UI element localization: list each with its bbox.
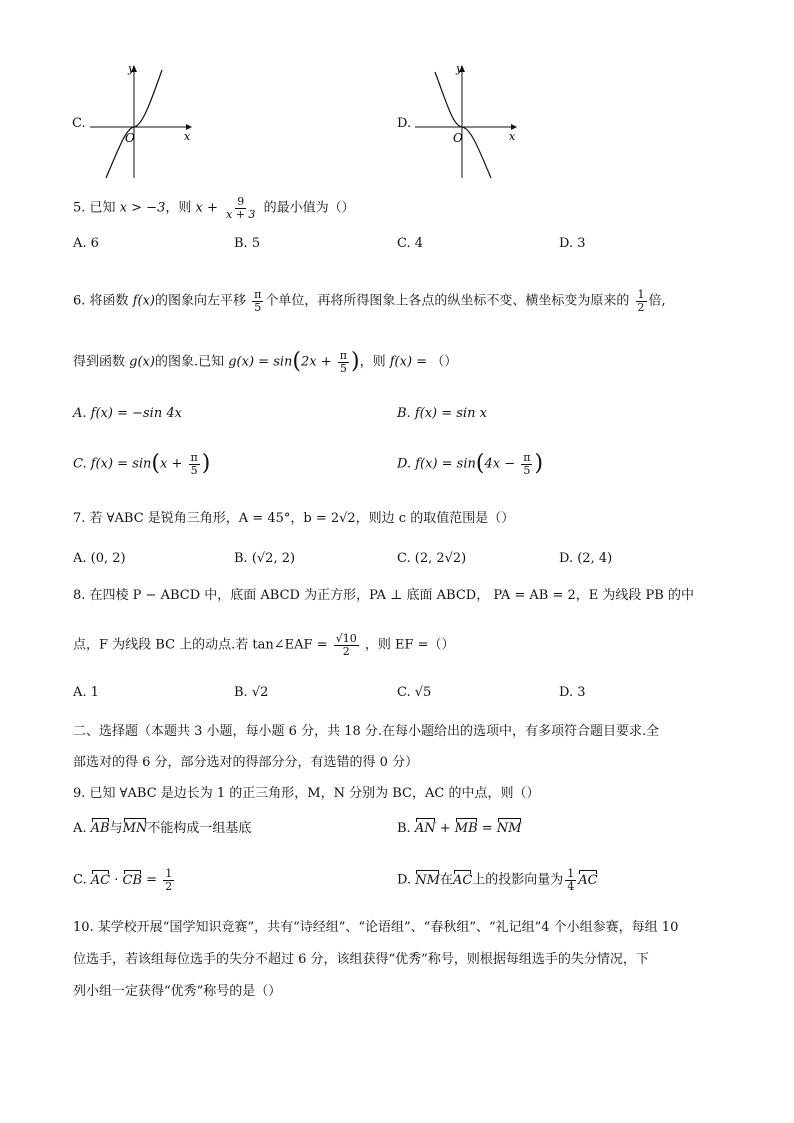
q9-option-d[interactable]: D. NM在AC上的投影向量为 $\frac{1}{4}$ AC: [397, 867, 598, 893]
q5-option-d[interactable]: D. 3: [559, 236, 586, 251]
graph-d-label: D.: [397, 116, 412, 131]
q9-option-b[interactable]: B. AN + MB = NM: [397, 821, 522, 836]
q5-option-a[interactable]: A. 6: [73, 236, 99, 251]
q7-option-c[interactable]: C. (2, 2√2): [397, 551, 467, 566]
q8-line1: 8. 在四棱 P − ABCD 中，底面 ABCD 为正方形，PA ⊥ 底面 ABCD， PA = AB = 2，E 为线段 PB 的中: [73, 588, 694, 603]
q7-stem: 7. 若 ∀ABC 是锐角三角形，A = 45°，b = 2√2，则边 c 的取值范围是（）: [73, 511, 515, 526]
q5-option-b[interactable]: B. 5: [234, 236, 261, 251]
q10-line2: 位选手，若该组每位选手的失分不超过 6 分，该组获得“优秀”称号，则根据每组选手的失分情况，下: [73, 952, 649, 967]
q10-line1: 10. 某学校开展“国学知识竞赛”，共有“诗经组”、“论语组”、“春秋组”、“礼记组”4 个小组参赛，每组 10: [73, 920, 679, 935]
q7-option-d[interactable]: D. (2, 4): [559, 551, 613, 566]
q8-line2: 点，F 为线段 BC 上的动点.若 tan∠EAF = $\frac{√10}{2}$ ，则 EF =（）: [73, 632, 455, 658]
q6-option-c[interactable]: C. f(x) = sin(x + $\frac{\pi}{5}$ ): [73, 451, 211, 477]
graph-c: [88, 60, 198, 182]
q10-line3: 列小组一定获得“优秀”称号的是（）: [73, 984, 282, 999]
origin-label: O: [453, 131, 463, 145]
q6-option-a[interactable]: A. f(x) = −sin 4x: [73, 406, 182, 421]
axis-y-label: y: [456, 62, 463, 75]
graph-d: [413, 60, 523, 182]
q6-line1: 6. 将函数 f(x)的图象向左平移 $\frac{\pi}{5}$ 个单位，再将所得图象上各点的纵坐标不变、横坐标变为原来的 $\frac{1}{2}$ 倍,: [73, 288, 666, 314]
section2-line2: 部选对的得 6 分，部分选对的得部分分，有选错的得 0 分）: [73, 755, 419, 770]
section2-line1: 二、选择题（本题共 3 小题，每小题 6 分，共 18 分.在每小题给出的选项中，有多项符合题目要求.全: [73, 724, 660, 739]
q9-option-c[interactable]: C. AC · CB = $\frac{1}{2}$: [73, 867, 173, 893]
axis-x-label: x: [509, 130, 516, 143]
q6-option-d[interactable]: D. f(x) = sin(4x − $\frac{\pi}{5}$ ): [397, 451, 544, 477]
q5-stem: 5. 已知 x > −3，则 x + $\frac{9}{x + 3}$ 的最小值为（）: [73, 195, 355, 221]
axis-x-label: x: [184, 130, 191, 143]
q8-option-d[interactable]: D. 3: [559, 685, 586, 700]
origin-label: O: [125, 131, 135, 145]
q7-option-b[interactable]: B. (√2, 2): [234, 551, 296, 566]
q8-option-b[interactable]: B. √2: [234, 685, 269, 700]
graph-c-label: C.: [72, 116, 86, 131]
q9-option-a[interactable]: A. AB与MN不能构成一组基底: [73, 821, 252, 836]
q8-option-a[interactable]: A. 1: [73, 685, 99, 700]
q9-stem: 9. 已知 ∀ABC 是边长为 1 的正三角形，M，N 分别为 BC，AC 的中点，则（）: [73, 786, 540, 801]
q7-option-a[interactable]: A. (0, 2): [73, 551, 126, 566]
graph-curve: [435, 72, 491, 178]
q8-option-c[interactable]: C. √5: [397, 685, 432, 700]
q5-option-c[interactable]: C. 4: [397, 236, 424, 251]
axis-y-label: y: [128, 62, 135, 75]
q6-option-b[interactable]: B. f(x) = sin x: [397, 406, 487, 421]
q6-line2: 得到函数 g(x)的图象.已知 g(x) = sin(2x + $\frac{\pi}{5}$ )，则 f(x) = （）: [73, 349, 458, 375]
